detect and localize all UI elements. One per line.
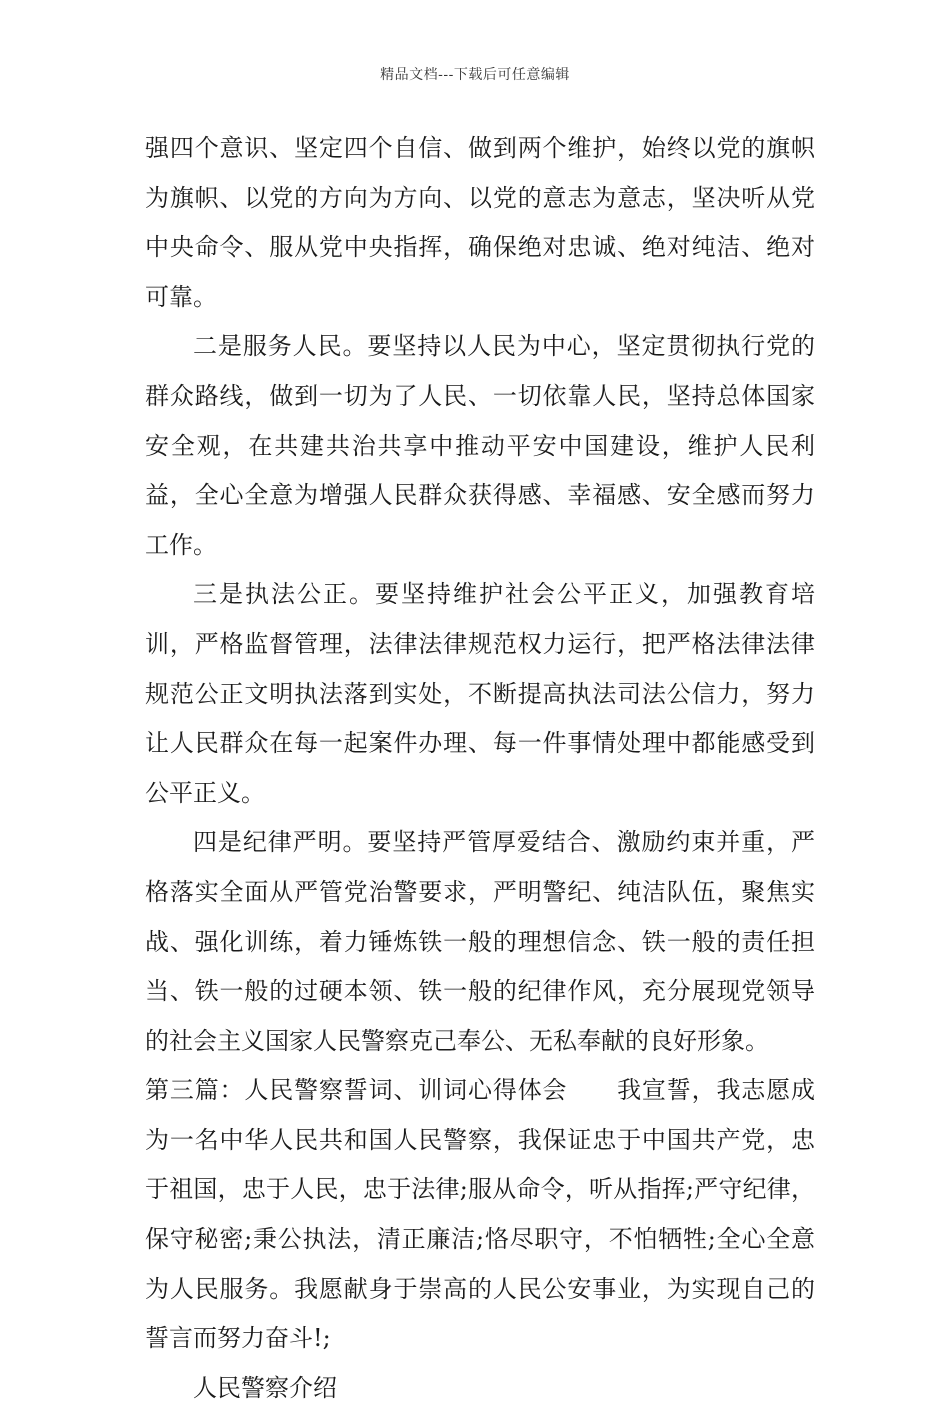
document-body — [145, 124, 815, 1413]
paragraph-police-introduction: 人民警察介绍 — [193, 1373, 337, 1402]
paragraph-serve-people: 二是服务人民。要坚持以人民为中心，坚定贯彻执行党的群众路线，做到一切为了人民、一切依靠人民，坚持总体国家安全观，在共建共治共享中推动平安中国建设，维护人民利益，全心全意为增强人民群众获得感、幸福感、安全感而努力工作。 — [145, 332, 815, 559]
paragraph-section-three-oath: 第三篇：人民警察誓词、训词心得体会 我宣誓，我志愿成为一名中华人民共和国人民警察，我保证忠于中国共产党，忠于祖国，忠于人民，忠于法律;服从命令，听从指挥;严守纪律，保守秘密;秉公执法，清正廉洁;恪尽职守，不怕牺牲;全心全意为人民服务。我愿献身于崇高的人民公安事业，为实现自己的誓言而努力奋斗!; — [145, 1076, 815, 1353]
paragraph-strict-discipline: 四是纪律严明。要坚持严管厚爱结合、激励约束并重，严格落实全面从严管党治警要求，严明警纪、纯洁队伍，聚焦实战、强化训练，着力锤炼铁一般的理想信念、铁一般的责任担当、铁一般的过硬本领、铁一般的纪律作风，充分展现党领导的社会主义国家人民警察克己奉公、无私奉献的良好形象。 — [145, 828, 815, 1055]
page-header: 精品文档---下载后可任意编辑 — [380, 67, 570, 83]
paragraph-continuation: 强四个意识、坚定四个自信、做到两个维护，始终以党的旗帜为旗帜、以党的方向为方向、以党的意志为意志，坚决听从党中央命令、服从党中央指挥，确保绝对忠诚、绝对纯洁、绝对可靠。 — [145, 134, 815, 311]
paragraph-fair-law-enforcement: 三是执法公正。要坚持维护社会公平正义，加强教育培训，严格监督管理，法律法律规范权力运行，把严格法律法律规范公正文明执法落到实处，不断提高执法司法公信力，努力让人民群众在每一起案件办理、每一件事情处理中都能感受到公平正义。 — [145, 580, 815, 807]
